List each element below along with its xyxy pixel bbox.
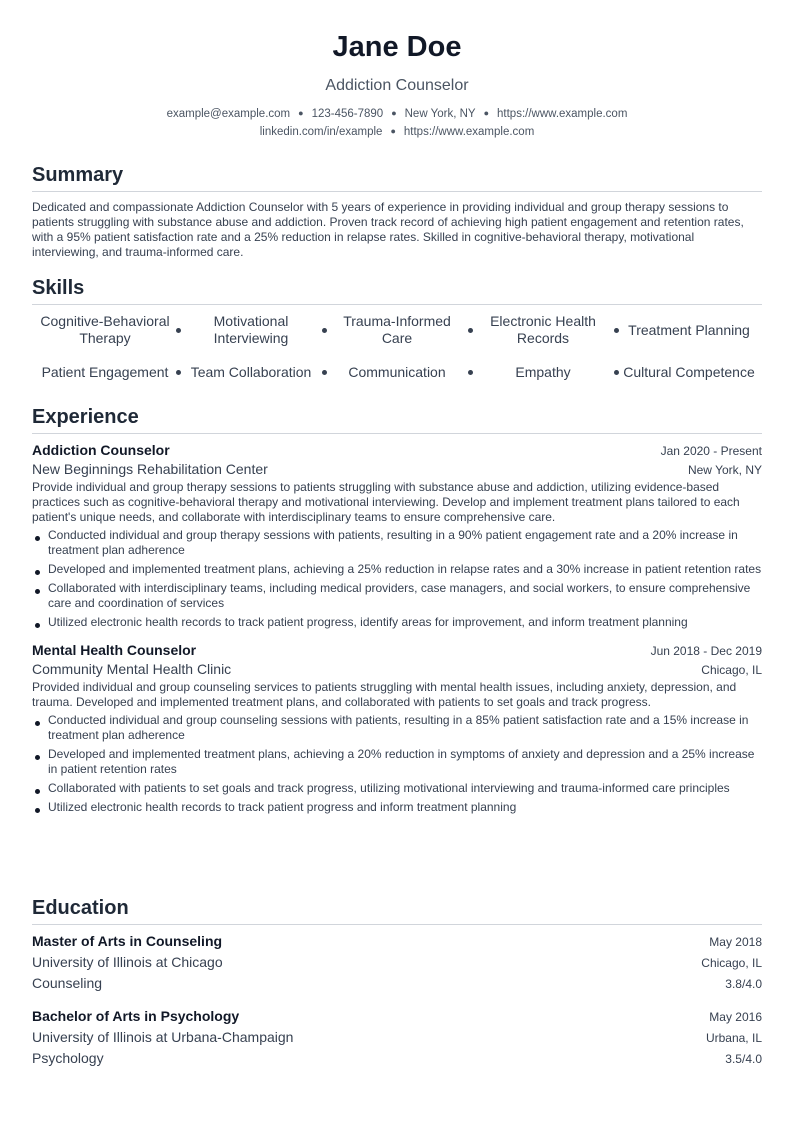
- skill-label: Empathy: [515, 363, 571, 380]
- job-location: Chicago, IL: [701, 663, 762, 677]
- edu-school: University of Illinois at Chicago: [32, 954, 223, 970]
- education-entry: [32, 1008, 762, 1071]
- skill-item: [178, 353, 324, 391]
- skill-label: Team Collaboration: [190, 363, 312, 380]
- skill-item: [32, 311, 178, 349]
- skills-grid: [32, 311, 762, 391]
- skill-item: [616, 311, 762, 349]
- contact-email[interactable]: example@example.com: [166, 108, 291, 120]
- skill-item: [470, 311, 616, 349]
- edu-gpa: 3.8/4.0: [725, 977, 762, 991]
- job-entry: [32, 642, 762, 815]
- contact-website[interactable]: https://www.example.com: [497, 108, 628, 120]
- edu-field: Counseling: [32, 975, 103, 991]
- skill-label: Patient Engagement: [41, 363, 169, 380]
- job-dates: Jan 2020 - Present: [660, 444, 762, 458]
- bullet-item: Conducted individual and group counseling sessions with patients, resulting in a 85% patient satisfaction rate and a 15% increase in treatment plan adherence: [32, 713, 762, 743]
- edu-location: Urbana, IL: [705, 1031, 762, 1045]
- job-organization: New Beginnings Rehabilitation Center: [32, 461, 268, 477]
- job-bullets: [32, 713, 762, 815]
- separator-dot: ●: [298, 108, 304, 118]
- edu-date: May 2016: [709, 1010, 762, 1024]
- skill-label: Communication: [348, 363, 446, 380]
- education-entry: [32, 933, 762, 996]
- bullet-item: Developed and implemented treatment plans, achieving a 25% reduction in relapse rates and a 30% increase in patient retention rates: [32, 562, 762, 577]
- skill-label: Electronic Health Records: [490, 313, 596, 346]
- candidate-name: Jane Doe: [332, 31, 462, 63]
- edu-location: Chicago, IL: [701, 956, 762, 970]
- skill-label: Cultural Competence: [623, 363, 755, 380]
- summary-text: Dedicated and compassionate Addiction Counselor with 5 years of experience in providing individual and group therapy sessions to patients struggling with substance abuse and addiction. Proven track record of achieving high patient engagement and retention rates, with a 95% patient satisfaction rate and a 25% reduction in relapse rates. Skilled in cognitive-behavioral therapy, motivational interviewing, and trauma-informed care.: [32, 200, 744, 259]
- skill-item: [616, 353, 762, 391]
- skill-item: [324, 311, 470, 349]
- skill-label: Cognitive-Behavioral Therapy: [40, 313, 170, 346]
- job-description: Provided individual and group counseling services to patients struggling with mental health issues, including anxiety, depression, and trauma. Developed and implemented treatment plans, and collaborated with patients to set goals and track progress.: [32, 680, 737, 709]
- job-role: Mental Health Counselor: [32, 642, 197, 658]
- edu-gpa: 3.5/4.0: [725, 1052, 762, 1066]
- candidate-title: Addiction Counselor: [325, 77, 469, 94]
- job-role: Addiction Counselor: [32, 442, 170, 458]
- summary-heading: Summary: [32, 164, 762, 192]
- summary-section: [32, 164, 762, 260]
- skill-item: [470, 353, 616, 391]
- contact-line-2: [32, 126, 762, 138]
- contact-website-2[interactable]: https://www.example.com: [403, 126, 535, 138]
- bullet-item: Collaborated with patients to set goals and track progress, utilizing motivational interviewing and trauma-informed care principles: [32, 781, 762, 796]
- contact-line-1: [32, 108, 762, 120]
- job-location: New York, NY: [687, 463, 762, 477]
- contact-location: New York, NY: [404, 108, 476, 120]
- education-heading: Education: [32, 897, 762, 925]
- separator-dot: ●: [391, 108, 397, 118]
- job-description: Provide individual and group therapy sessions to patients struggling with substance abuse and addiction, utilizing evidence-based practices such as cognitive-behavioral therapy and motivational interviewing. Develop and implement treatment plans tailored to each patient's unique needs, and collaborate with interdisciplinary teams to ensure comprehensive care.: [32, 480, 740, 524]
- skill-label: Trauma-Informed Care: [343, 313, 451, 346]
- bullet-item: Collaborated with interdisciplinary teams, including medical providers, case managers, and social workers, to ensure comprehensive care and coordination of services: [32, 581, 762, 611]
- edu-degree: Master of Arts in Counseling: [32, 933, 223, 949]
- job-organization: Community Mental Health Clinic: [32, 661, 232, 677]
- bullet-item: Utilized electronic health records to track patient progress and inform treatment planning: [32, 800, 762, 815]
- edu-degree: Bachelor of Arts in Psychology: [32, 1008, 240, 1024]
- skill-item: [32, 353, 178, 391]
- separator-dot: ●: [390, 126, 396, 136]
- contact-phone: 123-456-7890: [311, 108, 384, 120]
- bullet-item: Conducted individual and group therapy sessions with patients, resulting in a 90% patient engagement rate and a 20% increase in treatment plan adherence: [32, 528, 762, 558]
- experience-section: [32, 406, 762, 819]
- edu-field: Psychology: [32, 1050, 104, 1066]
- bullet-item: Developed and implemented treatment plans, achieving a 20% reduction in symptoms of anxiety and depression and a 25% increase in patient retention rates: [32, 747, 762, 777]
- skill-item: [178, 311, 324, 349]
- experience-heading: Experience: [32, 406, 762, 434]
- bullet-item: Utilized electronic health records to track patient progress, identify areas for improvement, and inform treatment planning: [32, 615, 762, 630]
- job-entry: [32, 442, 762, 630]
- contact-linkedin[interactable]: linkedin.com/in/example: [259, 126, 383, 138]
- skills-section: [32, 277, 762, 391]
- job-dates: Jun 2018 - Dec 2019: [650, 644, 762, 658]
- skills-heading: Skills: [32, 277, 762, 305]
- education-section: [32, 897, 762, 1071]
- edu-date: May 2018: [709, 935, 762, 949]
- skill-item: [324, 353, 470, 391]
- skill-label: Motivational Interviewing: [213, 313, 289, 346]
- separator-dot: ●: [483, 108, 490, 118]
- skill-label: Treatment Planning: [628, 321, 750, 338]
- job-bullets: [32, 528, 762, 630]
- edu-school: University of Illinois at Urbana-Champaign: [32, 1029, 294, 1045]
